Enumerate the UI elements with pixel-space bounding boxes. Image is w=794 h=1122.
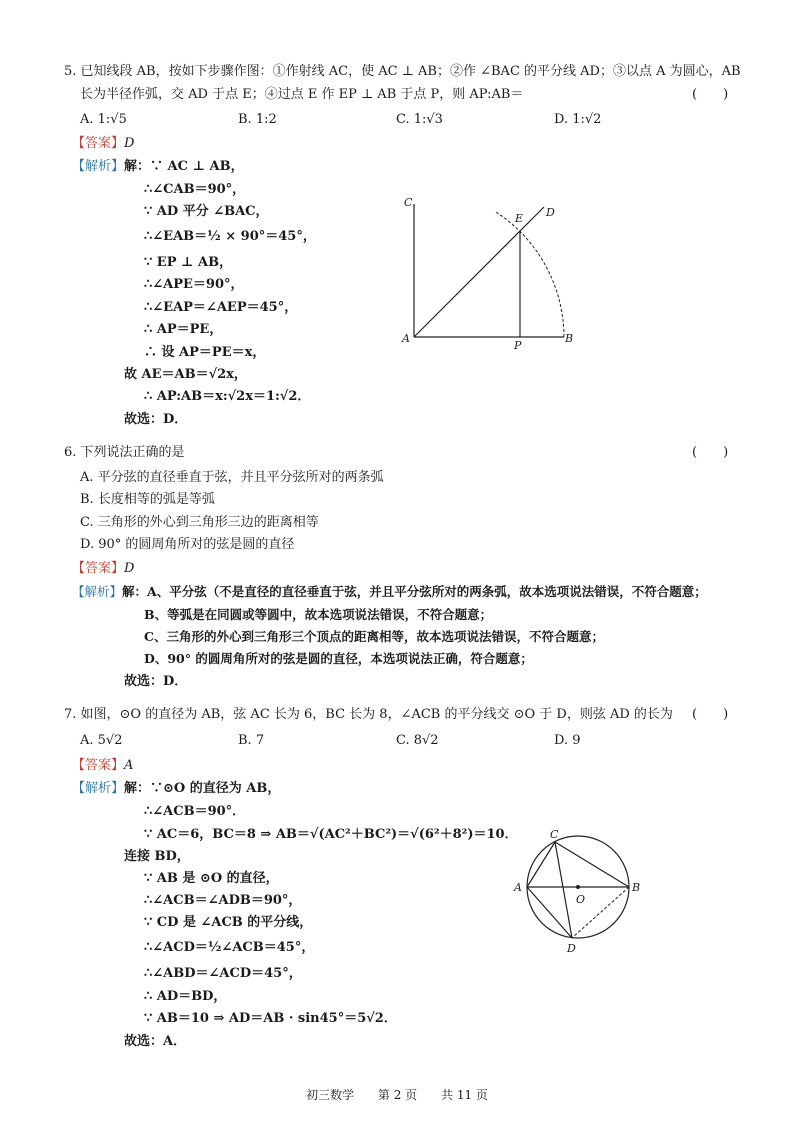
q5-step: ∴∠APE＝90°，	[144, 277, 244, 292]
q5-option-a: A. 1:√5	[80, 112, 127, 127]
q7-answer-paren: ( )	[692, 707, 729, 722]
q5-stem-line2: 长为半径作弧，交 AD 于点 E；④过点 E 作 EP ⊥ AB 于点 P，则 AP:AB＝	[80, 87, 524, 102]
q5-step: ∵ EP ⊥ AB，	[144, 255, 233, 270]
q5-option-b: B. 1:2	[238, 112, 277, 127]
label-p: P	[514, 339, 522, 352]
q7-answer-value: A	[124, 758, 134, 773]
q7-step: ∵ AB 是 ⊙O 的直径，	[144, 871, 279, 886]
q7-answer-tag: 【答案】	[72, 758, 125, 773]
q5-option-c: C. 1:√3	[396, 112, 443, 127]
q5-analysis-tag: 【解析】	[72, 159, 125, 174]
q6-step: B、等弧是在同圆或等圆中，故本选项说法错误，不符合题意；	[144, 607, 493, 622]
label-o: O	[576, 893, 586, 906]
q7-answer	[72, 757, 133, 775]
q7-step: ∵ AB＝10 ⇒ AD＝AB · sin45°＝5√2．	[144, 1011, 397, 1026]
q7-analysis-tag: 【解析】	[72, 781, 125, 796]
q6-step: 解：A、平分弦（不是直径的直径垂直于弦，并且平分弦所对的两条弧，故本选项说法错误，不符合题意；	[122, 584, 707, 599]
q6-option-d: D. 90° 的圆周角所对的弦是圆的直径	[80, 537, 295, 552]
q7-step: ∵ AC＝6，BC＝8 ⇒ AB＝√(AC²＋BC²)＝√(6²＋8²)＝10．	[144, 827, 518, 842]
footer-total: 共 11 页	[441, 1088, 488, 1102]
q5-answer-tag: 【答案】	[72, 136, 125, 151]
label-b: B	[565, 332, 574, 345]
q6-step: 故选：D．	[124, 674, 188, 689]
label-d: D	[567, 942, 576, 955]
q6-stem: 6. 下列说法正确的是	[64, 445, 185, 460]
label-d: D	[546, 206, 555, 219]
page-footer	[0, 1086, 794, 1103]
q7-step: ∴∠ACB＝∠ADB＝90°，	[144, 893, 302, 908]
q5-step: ∴ 设 AP＝PE＝x，	[144, 345, 266, 360]
q7-option-c: C. 8√2	[396, 733, 439, 748]
footer-subject: 初三数学	[306, 1088, 355, 1102]
q7-step: 解：∵⊙O 的直径为 AB，	[124, 781, 281, 796]
q5-step: ∵ AD 平分 ∠BAC，	[144, 204, 269, 219]
q7-option-d: D. 9	[554, 733, 581, 748]
q5-answer-paren: ( )	[692, 87, 729, 102]
label-e: E	[515, 212, 524, 225]
q5-step: ∴∠EAP＝∠AEP＝45°，	[144, 300, 298, 315]
q6-option-a: A. 平分弦的直径垂直于弦，并且平分弦所对的两条弧	[80, 470, 384, 485]
chord-cd	[555, 842, 572, 938]
q5-step: ∴ AP＝PE，	[144, 322, 223, 337]
arc-dashed	[496, 212, 564, 337]
label-a: A	[402, 332, 410, 345]
q6-answer-value: D	[124, 561, 135, 576]
ray-ad	[414, 207, 544, 337]
q6-step: D、90° 的圆周角所对的弦是圆的直径，本选项说法正确，符合题意；	[144, 651, 533, 666]
q5-stem-line1: 5. 已知线段 AB，按如下步骤作图：①作射线 AC，使 AC ⊥ AB；②作 ∠BAC 的平分线 AD；③以点 A 为圆心，AB	[64, 64, 741, 79]
q5-answer-value: D	[124, 136, 135, 151]
q7-option-b: B. 7	[238, 733, 265, 748]
q6-answer	[72, 560, 134, 578]
q5-step: ∴ AP:AB＝x:√2x＝1:√2．	[144, 389, 311, 404]
q7-step: 连接 BD，	[124, 849, 190, 864]
q5-option-d: D. 1:√2	[554, 112, 602, 127]
q5-step: 故 AE＝AB＝√2x，	[124, 367, 247, 382]
q7-step: ∴ AD＝BD，	[144, 989, 227, 1004]
q7-option-a: A. 5√2	[80, 733, 123, 748]
q5-step: ∴∠CAB＝90°，	[144, 182, 246, 197]
q5-step: 解：∵ AC ⊥ AB，	[124, 159, 244, 174]
q6-analysis-line0	[72, 583, 707, 601]
q7-step: 故选：A．	[124, 1034, 187, 1049]
q5-answer	[72, 135, 134, 153]
q7-step: ∴∠ACB＝90°．	[144, 804, 246, 819]
q7-step: ∵ CD 是 ∠ACB 的平分线，	[144, 915, 313, 930]
q7-step: ∴∠ACD＝½∠ACB＝45°，	[144, 940, 315, 955]
q7-figure	[510, 828, 645, 958]
q7-stem: 7. 如图，⊙O 的直径为 AB，弦 AC 长为 6，BC 长为 8，∠ACB 的平分线交 ⊙O 于 D，则弦 AD 的长为	[64, 707, 673, 722]
chord-ac	[527, 842, 555, 887]
label-a: A	[514, 881, 522, 894]
q6-answer-paren: ( )	[692, 445, 729, 460]
label-b: B	[632, 881, 641, 894]
q6-analysis-tag: 【解析】	[72, 584, 123, 599]
q5-figure	[396, 192, 586, 352]
label-c: C	[550, 828, 559, 841]
q5-step: ∴∠EAB＝½ × 90°＝45°，	[144, 229, 316, 244]
q7-step: ∴∠ABD＝∠ACD＝45°，	[144, 966, 302, 981]
q6-step: C、三角形的外心到三角形三个顶点的距离相等，故本选项说法错误，不符合题意；	[144, 629, 604, 644]
footer-page: 第 2 页	[377, 1088, 418, 1102]
q6-option-b: B. 长度相等的弧是等弧	[80, 492, 215, 507]
q5-step: 故选：D．	[124, 412, 188, 427]
chord-bc	[555, 842, 629, 887]
q6-answer-tag: 【答案】	[72, 561, 125, 576]
q6-option-c: C. 三角形的外心到三角形三边的距离相等	[80, 515, 319, 530]
label-c: C	[404, 196, 413, 209]
q5-analysis-line0	[72, 158, 244, 176]
center-point	[576, 885, 580, 889]
q7-analysis-line0	[72, 780, 280, 798]
